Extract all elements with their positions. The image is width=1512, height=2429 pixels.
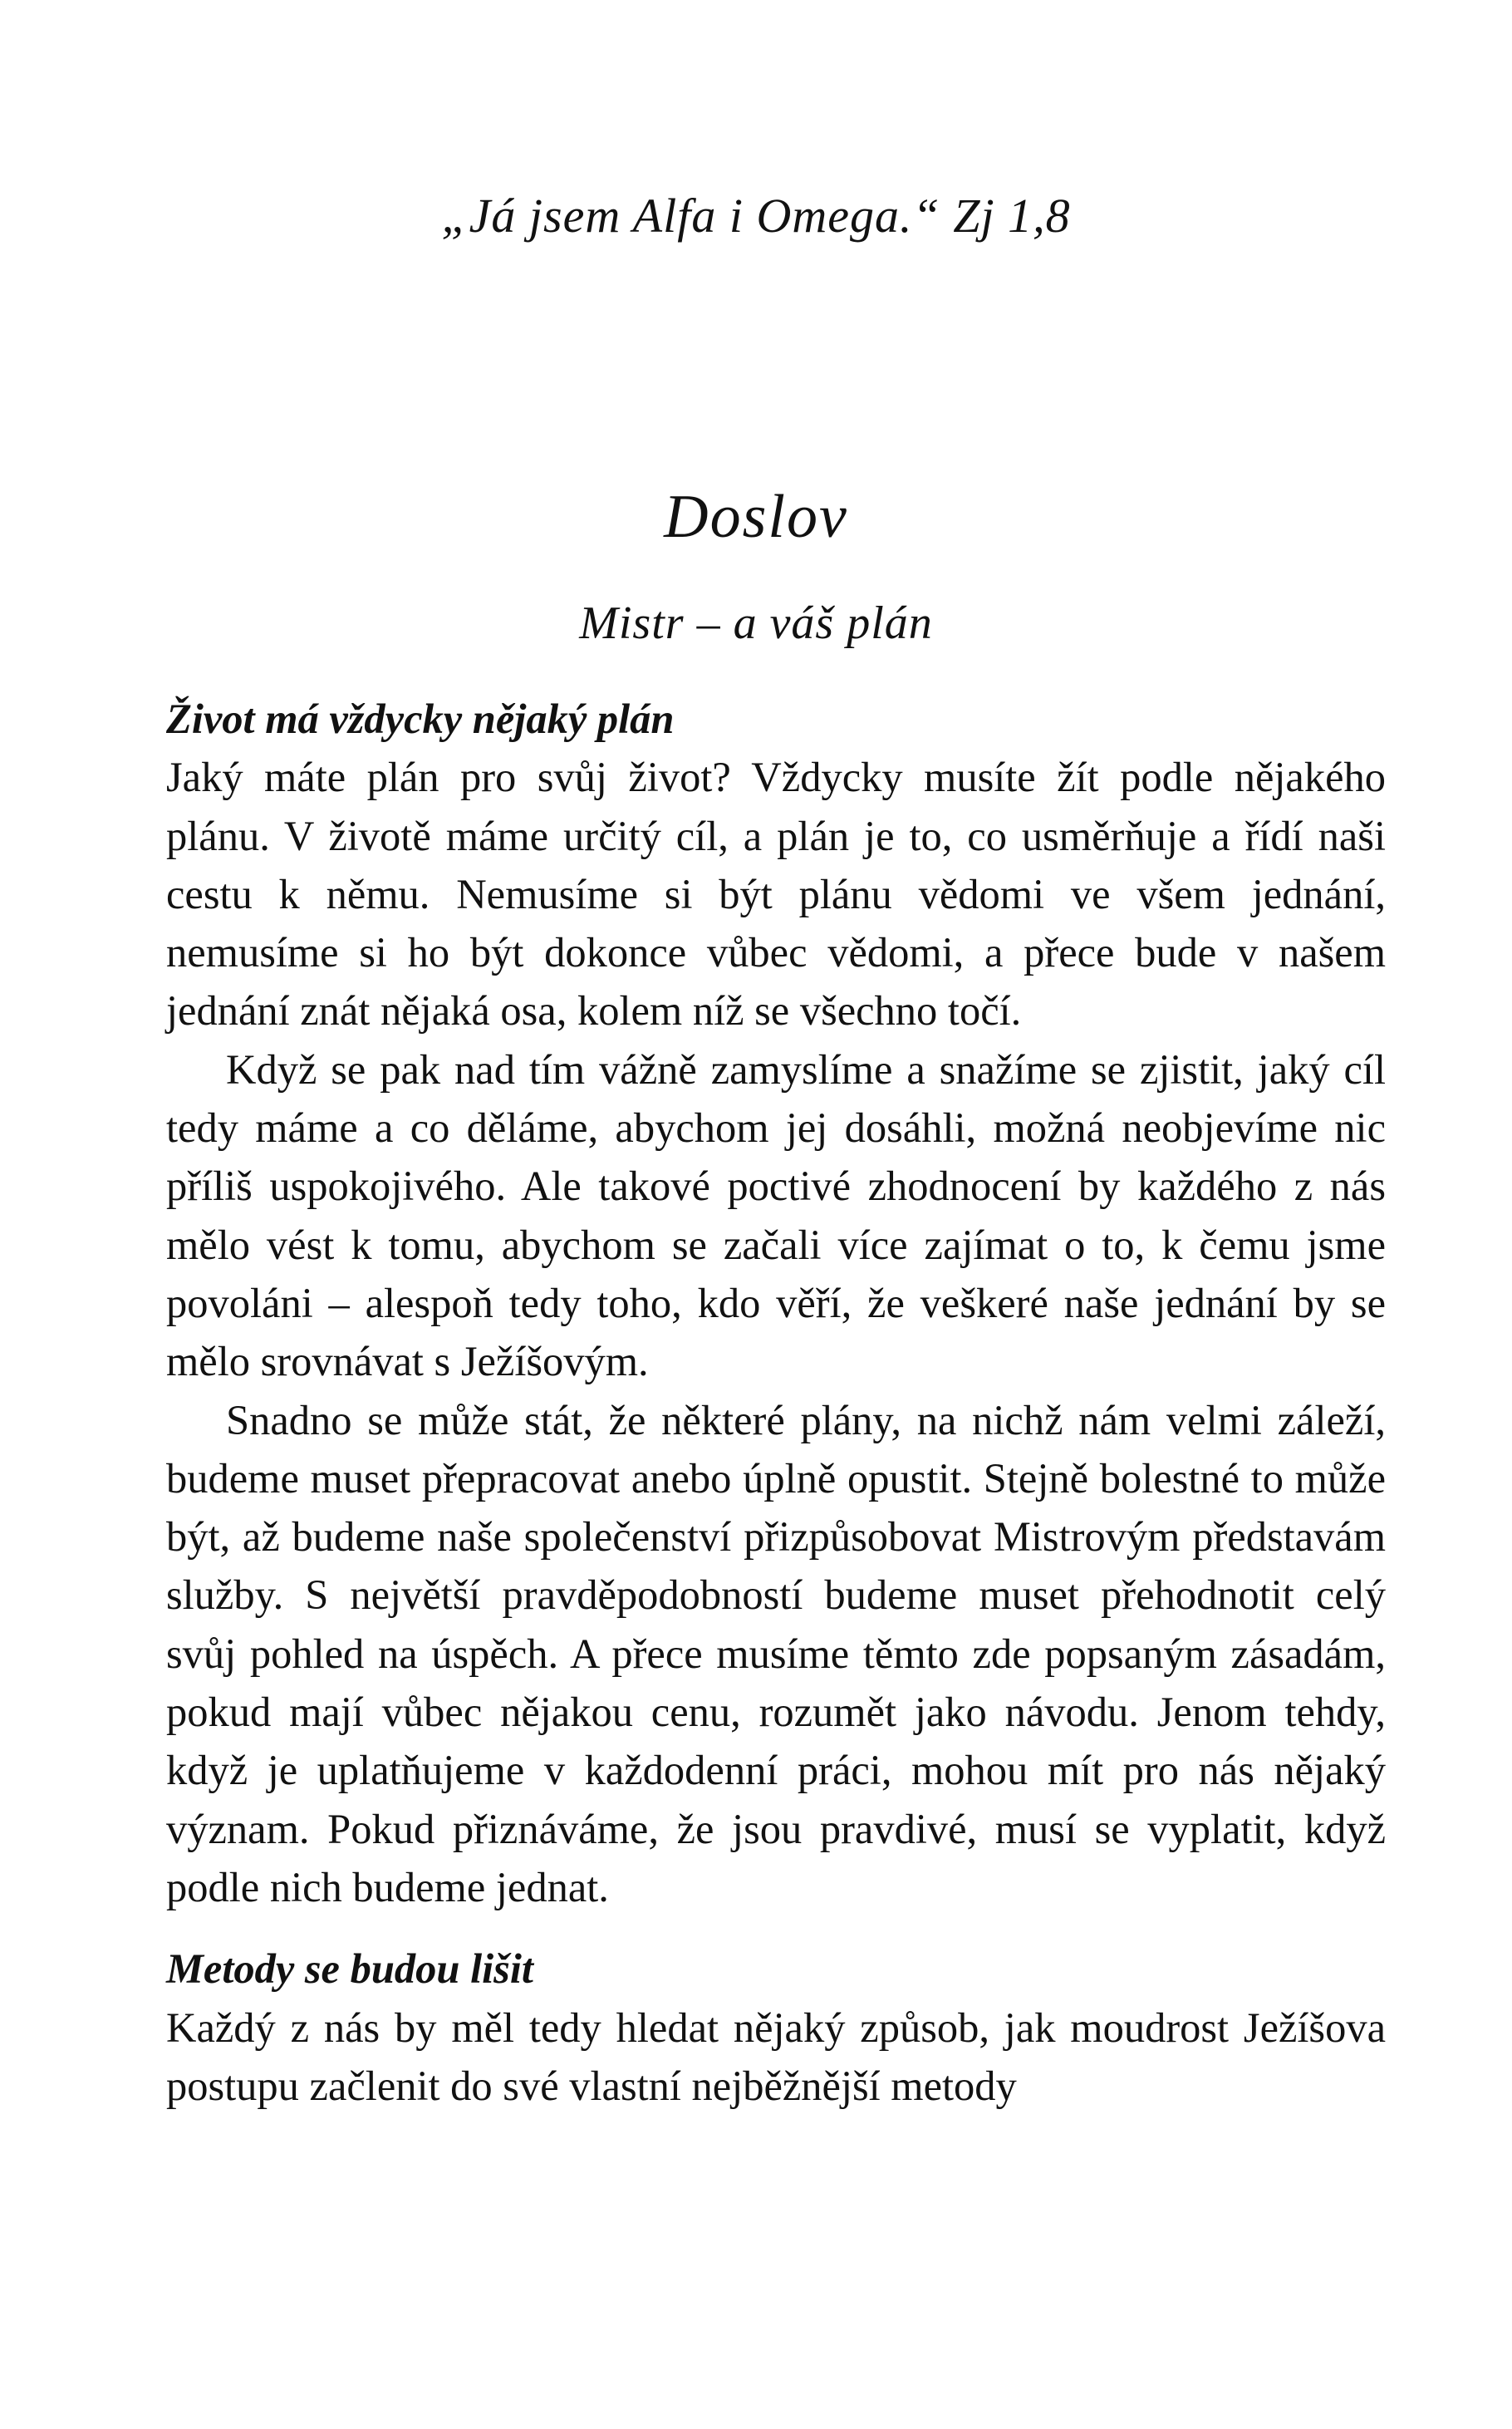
paragraph: Jaký máte plán pro svůj život? Vždycky musíte žít podle nějakého plánu. V životě máme určitý cíl, a plán je to, co usměrňuje a řídí naši cestu k němu. Nemusíme si být plánu vědomi ve všem jednání, nemusíme si ho být dokonce vůbec vědomi, a přece bude v našem jednání znát nějaká osa, kolem níž se všechno točí. bbox=[166, 754, 1386, 1035]
paragraph: Každý z nás by měl tedy hledat nějaký způsob, jak moudrost Ježíšova postupu začlenit do své vlastní nejběžnější metody bbox=[166, 2004, 1386, 2109]
paragraph: Snadno se může stát, že některé plány, na nichž nám velmi záleží, budeme muset přepracovat anebo úplně opustit. Stejně bolestné to může být, až budeme naše společenství přizpůsobovat Mistrovým představám služby. S největší pravděpodobností budeme muset přehodnotit celý svůj pohled na úspěch. A přece musíme těmto zde popsaným zásadám, pokud mají vůbec nějakou cenu, rozumět jako návodu. Jenom tehdy, když je uplatňujeme v každodenní práci, mohou mít pro nás nějaký význam. Pokud přiznáváme, že jsou pravdivé, musí se vyplatit, když podle nich budeme jednat. bbox=[166, 1396, 1386, 1910]
chapter-subtitle: Mistr – a váš plán bbox=[579, 597, 933, 649]
body-text bbox=[166, 690, 1386, 2115]
section-heading-plan: Život má vždycky nějaký plán bbox=[166, 696, 675, 742]
paragraph: Když se pak nad tím vážně zamyslíme a snažíme se zjistit, jaký cíl tedy máme a co děláme, abychom jej dosáhli, možná neobjevíme nic příliš uspokojivého. Ale takové poctivé zhodnocení by každého z nás mělo vést k tomu, abychom se začali více zajímat o to, k čemu jsme povoláni – alespoň tedy toho, kdo věří, že veškeré naše jednání by se mělo srovnávat s Ježíšovým. bbox=[166, 1045, 1386, 1385]
section-heading-methods: Metody se budou lišit bbox=[166, 1945, 533, 1993]
epigraph: „Já jsem Alfa i Omega.“ Zj 1,8 bbox=[441, 189, 1071, 243]
chapter-title: Doslov bbox=[664, 483, 848, 551]
